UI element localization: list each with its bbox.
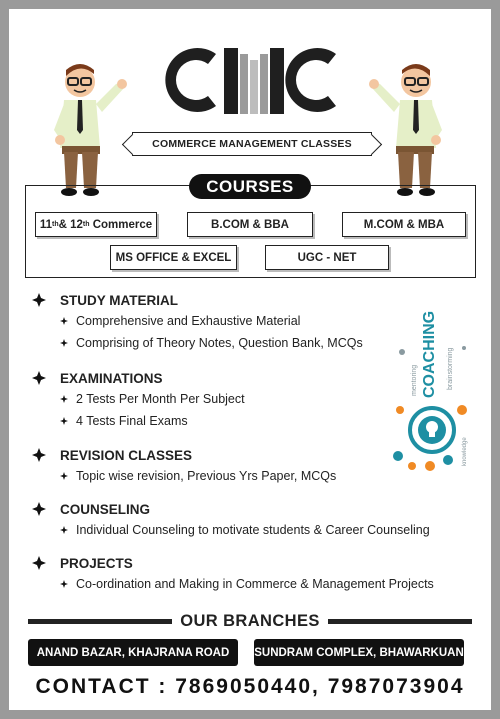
course-11-12-commerce: 11 th & 12 th Commerce [35, 212, 157, 237]
list-item: Co-ordination and Making in Commerce & Management Projects [60, 573, 434, 595]
course-ms-office-excel: MS OFFICE & EXCEL [110, 245, 237, 270]
list-item: Comprising of Theory Notes, Question Bank, MCQs [60, 332, 363, 354]
list-item: Comprehensive and Exhaustive Material [60, 310, 363, 332]
section-projects [32, 553, 434, 595]
section-heading: STUDY MATERIAL [60, 292, 178, 308]
course-ugc-net: UGC - NET [265, 245, 389, 270]
list-item: Topic wise revision, Previous Yrs Paper, MCQs [60, 465, 336, 487]
small-star-icon [60, 395, 68, 403]
courses-title: COURSES [189, 174, 311, 199]
section-heading: PROJECTS [60, 555, 133, 571]
svg-text:knowledge: knowledge [462, 437, 468, 466]
four-point-star-icon [32, 293, 46, 307]
coaching-lightbulb-graphic [386, 306, 476, 476]
four-point-star-icon [32, 371, 46, 385]
teacher-illustration-right [368, 60, 448, 200]
svg-text:mentoring: mentoring [411, 364, 418, 396]
divider-line [328, 619, 472, 624]
cmc-logo [160, 40, 340, 120]
small-star-icon [60, 526, 68, 534]
small-star-icon [60, 339, 68, 347]
section-heading: EXAMINATIONS [60, 370, 163, 386]
small-star-icon [60, 472, 68, 480]
section-examinations [32, 368, 245, 432]
section-counseling [32, 499, 430, 541]
small-star-icon [60, 580, 68, 588]
four-point-star-icon [32, 556, 46, 570]
four-point-star-icon [32, 448, 46, 462]
branches-title: OUR BRANCHES [28, 610, 472, 632]
section-study-material [32, 290, 363, 354]
tagline-banner: COMMERCE MANAGEMENT CLASSES [132, 132, 372, 156]
small-star-icon [60, 417, 68, 425]
list-item: 4 Tests Final Exams [60, 410, 245, 432]
svg-text:COACHING: COACHING [421, 310, 438, 398]
list-item: 2 Tests Per Month Per Subject [60, 388, 245, 410]
section-heading: COUNSELING [60, 501, 151, 517]
small-star-icon [60, 317, 68, 325]
contact-numbers: CONTACT : 7869050440, 7987073904 [35, 675, 465, 698]
course-mcom-mba: M.COM & MBA [342, 212, 466, 237]
course-bcom-bba: B.COM & BBA [187, 212, 313, 237]
section-heading: REVISION CLASSES [60, 447, 193, 463]
branch-anand-bazar: ANAND BAZAR, KHAJRANA ROAD [28, 639, 238, 666]
list-item: Individual Counseling to motivate students & Career Counseling [60, 519, 430, 541]
four-point-star-icon [32, 502, 46, 516]
teacher-illustration-left [48, 60, 128, 200]
branch-sundram-complex: SUNDRAM COMPLEX, BHAWARKUAN [254, 639, 464, 666]
section-revision-classes [32, 445, 336, 487]
divider-line [28, 619, 172, 624]
svg-text:brainstorming: brainstorming [447, 347, 454, 390]
